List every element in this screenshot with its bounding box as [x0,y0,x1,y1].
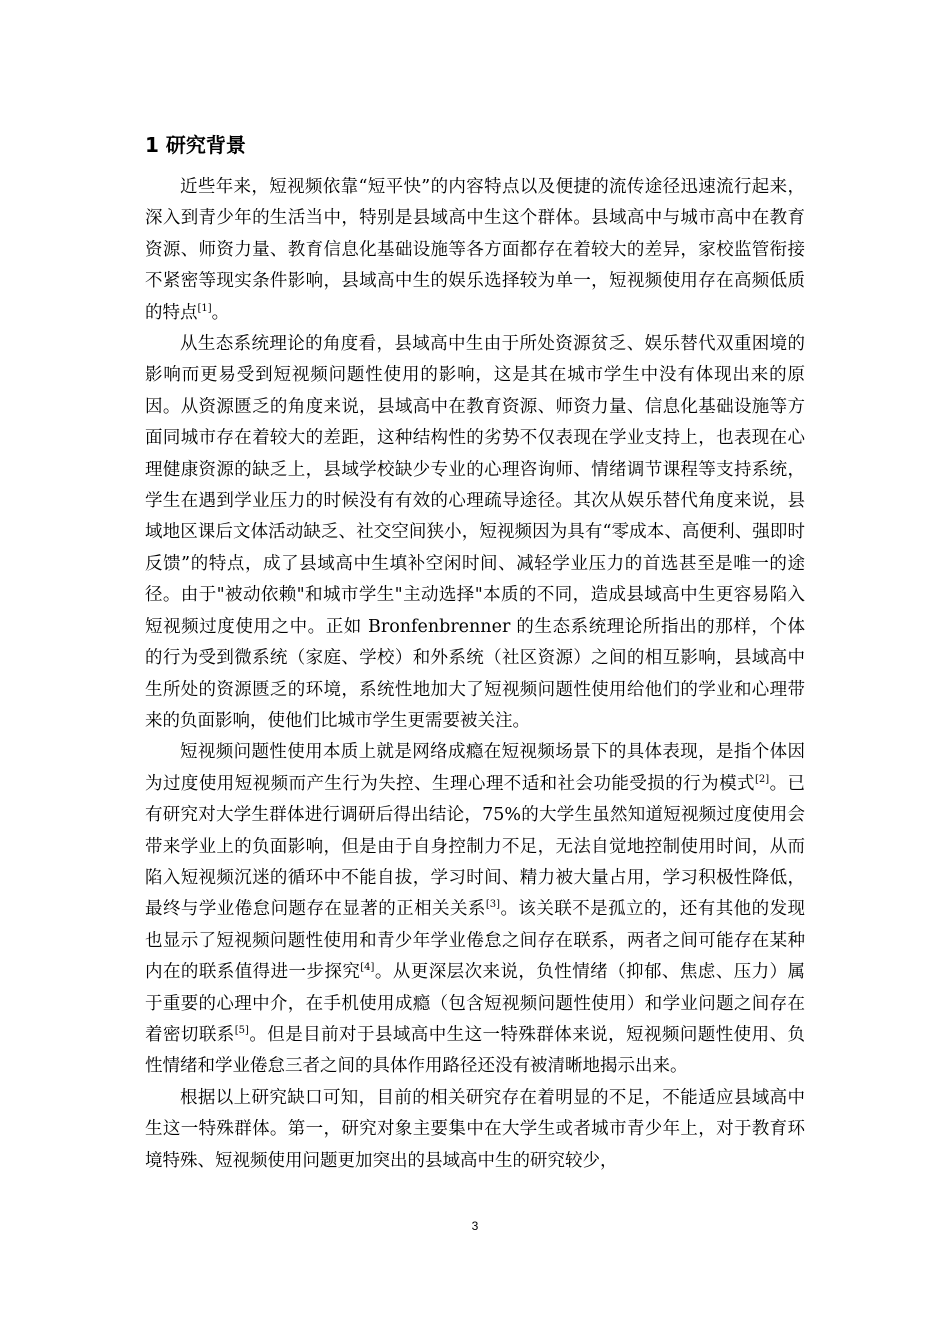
section-heading: 1 研究背景 [145,133,246,157]
paragraph-text: 。已有研究对大学生群体进行调研后得出结论，75%的大学生虽然知道短视频过度使用会带来学业上的负面影响，但是由于自身控制力不足，无法自觉地控制使用时间，从而陷入短视频沉迷的循环中不能自拔，学习时间、精力被大量占用，学习积极性降低，最终与学业倦怠问题存在显著的正相关关系 [145,773,806,920]
paragraph-text: 根据以上研究缺口可知，目前的相关研究存在着明显的不足，不能适应县域高中生这一特殊群体。第一，研究对象主要集中在大学生或者城市青少年上，对于教育环境特殊、短视频使用问题更加突出的县域高中生的研究较少， [145,1087,805,1171]
citation-5: [5] [234,1024,249,1036]
paragraph-text: 近些年来，短视频依靠“短平快”的内容特点以及便捷的流传途径迅速流行起来，深入到青少年的生活当中，特别是县域高中生这个群体。县域高中与城市高中在教育资源、师资力量、教育信息化基础设施等各方面都存在着较大的差异，家校监管衔接不紧密等现实条件影响，县域高中生的娱乐选择较为单一，短视频使用存在高频低质的特点 [145,177,805,323]
paragraph-1 [145,172,805,329]
paragraph-text: 。从更深层次来说，负性情绪（抑郁、焦虑、压力）属于重要的心理中介，在手机使用成瘾（包含短视频问题性使用）和学业问题之间存在着密切联系 [145,962,806,1045]
page-number: 3 [471,1219,479,1233]
paragraph-text: 从生态系统理论的角度看，县域高中生由于所处资源贫乏、娱乐替代双重困境的影响而更易受到短视频问题性使用的影响，这是其在城市学生中没有体现出来的原因。从资源匮乏的角度来说，县域高中在教育资源、师资力量、信息化基础设施等方面同城市存在着较大的差距，这种结构性的劣势不仅表现在学业支持上，也表现在心理健康资源的缺乏上，县域学校缺少专业的心理咨询师、情绪调节课程等支持系统，学生在遇到学业压力的时候没有有效的心理疏导途径。其次从娱乐替代角度来说，县域地区课后文体活动缺乏、社交空间狭小，短视频因为具有“零成本、高便利、强即时反馈”的特点，成了县域高中生填补空闲时间、减轻学业压力的首选甚至是唯一的途径。由于"被动依赖"和城市学生"主动选择"本质的不同，造成县域高中生更容易陷入短视频过度使用之中。正如 Bronfenbrenner 的生态系统理论所指出的那样，个体的行为受到微系统（家庭、学校）和外系统（社区资源）之间的相互影响，县域高中生所处的资源匮乏的环境，系统性地加大了短视频问题性使用给他们的学业和心理带来的负面影响，使他们比城市学生更需要被关注。 [145,334,805,731]
paragraph-text: 。该关联不是孤立的，还有其他的发现也显示了短视频问题性使用和青少年学业倦怠之间存在联系，两者之间可能存在某种内在的联系值得进一步探究 [145,899,806,983]
paragraph-text: 短视频问题性使用本质上就是网络成瘾在短视频场景下的具体表现，是指个体因为过度使用短视频而产生行为失控、生理心理不适和社会功能受损的行为模式 [145,742,805,794]
body-text [145,172,805,1177]
citation-3: [3] [485,899,501,911]
paragraph-3 [145,737,805,1082]
citation-4: [4] [360,962,375,974]
paragraph-4 [145,1083,805,1177]
citation-2: [2] [754,773,770,785]
paragraph-text: 。但是目前对于县域高中生这一特殊群体来说，短视频问题性使用、负性情绪和学业倦怠三者之间的具体作用路径还没有被清晰地揭示出来。 [145,1024,806,1077]
paragraph-2 [145,329,805,737]
paragraph-text: 。 [211,302,230,323]
citation-1: [1] [197,302,212,314]
